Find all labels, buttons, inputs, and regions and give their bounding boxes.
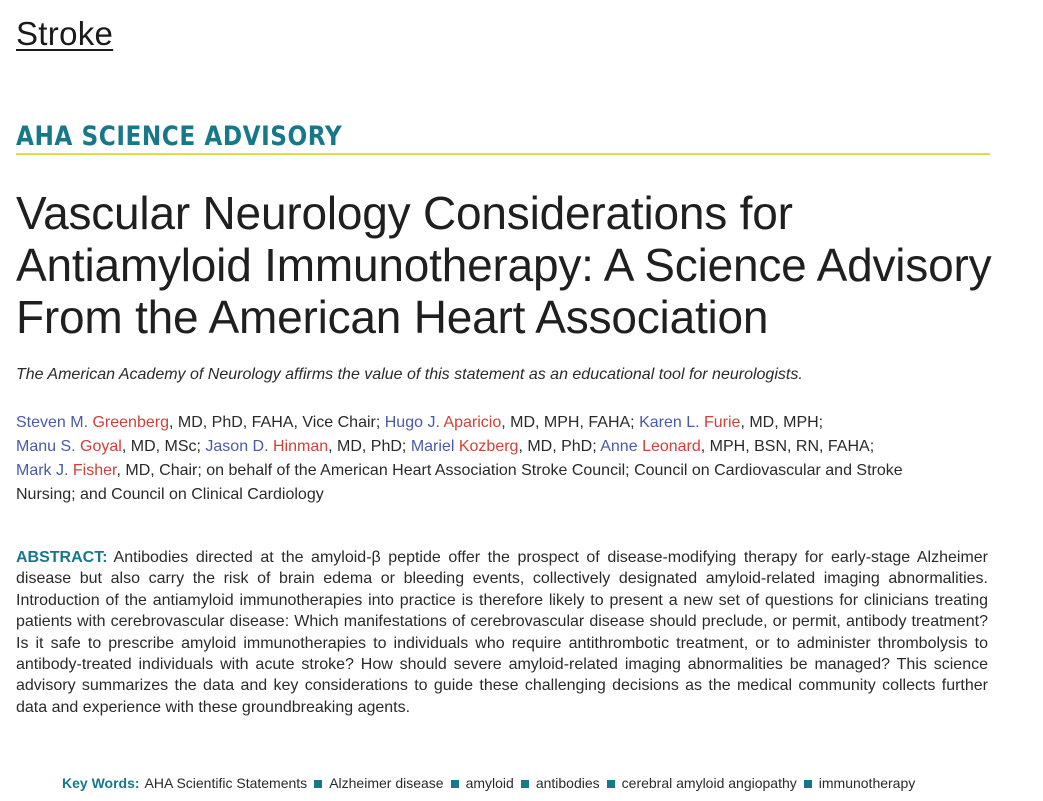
author-credentials: , MD, MPH, FAHA; bbox=[501, 414, 640, 431]
author-family-name: Leonard bbox=[642, 438, 701, 455]
author-credentials: , MPH, BSN, RN, FAHA; bbox=[700, 438, 875, 455]
author-given-name: Manu S. bbox=[16, 438, 76, 455]
keyword-item: immunotherapy bbox=[818, 775, 916, 791]
keywords bbox=[62, 773, 915, 793]
author-given-name: Mark J. bbox=[16, 462, 69, 479]
abstract-text: Antibodies directed at the amyloid-β peptide offer the prospect of disease-modifying therapy for early-stage Alzheimer disease but also carry the risk of brain edema or bleeding events, collectively designated amyloid-related imaging abnormalities. Introduction of the antiamyloid immunotherapies into practice is therefore likely to present a new set of questions for clinicians treating patients with cerebrovascular disease: Which manifestations of cerebrovascular disease should preclude, or permit, antibody treatment? Is it safe to prescribe amyloid immunotherapies to individuals who require antithrombotic treatment, or to administer thrombolysis to antibody-treated individuals with acute stroke? How should severe amyloid-related imaging abnormalities be managed? This science advisory summarizes the data and key considerations to guide these challenging decisions as the medical community collects further data and experience with these groundbreaking agents. bbox=[16, 549, 988, 716]
keyword-item: amyloid bbox=[465, 775, 514, 791]
author-line bbox=[16, 411, 1016, 435]
abstract-label: ABSTRACT: bbox=[16, 549, 108, 566]
abstract bbox=[16, 547, 988, 718]
square-bullet-icon bbox=[314, 780, 322, 788]
title-line: Antiamyloid Immunotherapy: A Science Advisory bbox=[16, 239, 992, 291]
aan-affirmation: The American Academy of Neurology affirms the value of this statement as an educational tool for neurologists. bbox=[16, 366, 803, 383]
keyword-item: Alzheimer disease bbox=[329, 775, 444, 791]
author-family-name: Greenberg bbox=[92, 414, 169, 431]
author-list bbox=[16, 411, 1016, 507]
keyword-item: AHA Scientific Statements bbox=[144, 775, 308, 791]
keywords-label: Key Words: bbox=[62, 775, 140, 791]
author-family-name: Goyal bbox=[80, 438, 122, 455]
author-line bbox=[16, 459, 1016, 483]
author-credentials: , MD, PhD; bbox=[328, 438, 411, 455]
author-given-name: Anne bbox=[600, 438, 638, 455]
author-family-name: Aparicio bbox=[443, 414, 502, 431]
author-line bbox=[16, 435, 1016, 459]
keyword-item: antibodies bbox=[535, 775, 600, 791]
title-line: From the American Heart Association bbox=[16, 291, 769, 343]
author-given-name: Jason D. bbox=[205, 438, 269, 455]
author-family-name: Furie bbox=[704, 414, 741, 431]
author-given-name: Karen L. bbox=[639, 414, 700, 431]
author-credentials: , MD, MSc; bbox=[121, 438, 206, 455]
author-given-name: Hugo J. bbox=[384, 414, 440, 431]
author-family-name: Fisher bbox=[72, 462, 117, 479]
square-bullet-icon bbox=[521, 780, 529, 788]
author-credentials: , MD, PhD; bbox=[518, 438, 601, 455]
journal-title: Stroke bbox=[16, 15, 114, 52]
square-bullet-icon bbox=[804, 780, 812, 788]
article-title bbox=[16, 187, 1026, 343]
author-credentials: , MD, Chair; on behalf of the American Heart Association Stroke Council; Council on Cardiovascular and Stroke bbox=[116, 462, 903, 479]
author-line: Nursing; and Council on Clinical Cardiology bbox=[16, 486, 324, 503]
author-family-name: Hinman bbox=[273, 438, 329, 455]
square-bullet-icon bbox=[607, 780, 615, 788]
article-type-label: AHA SCIENCE ADVISORY bbox=[16, 121, 343, 152]
author-given-name: Steven M. bbox=[16, 414, 89, 431]
keyword-item: cerebral amyloid angiopathy bbox=[621, 775, 797, 791]
author-credentials: , MD, MPH; bbox=[740, 414, 824, 431]
author-family-name: Kozberg bbox=[458, 438, 519, 455]
author-given-name: Mariel bbox=[410, 438, 455, 455]
article-type-divider bbox=[16, 153, 990, 155]
title-line: Vascular Neurology Considerations for bbox=[16, 187, 793, 239]
square-bullet-icon bbox=[451, 780, 459, 788]
author-credentials: , MD, PhD, FAHA, Vice Chair; bbox=[168, 414, 385, 431]
